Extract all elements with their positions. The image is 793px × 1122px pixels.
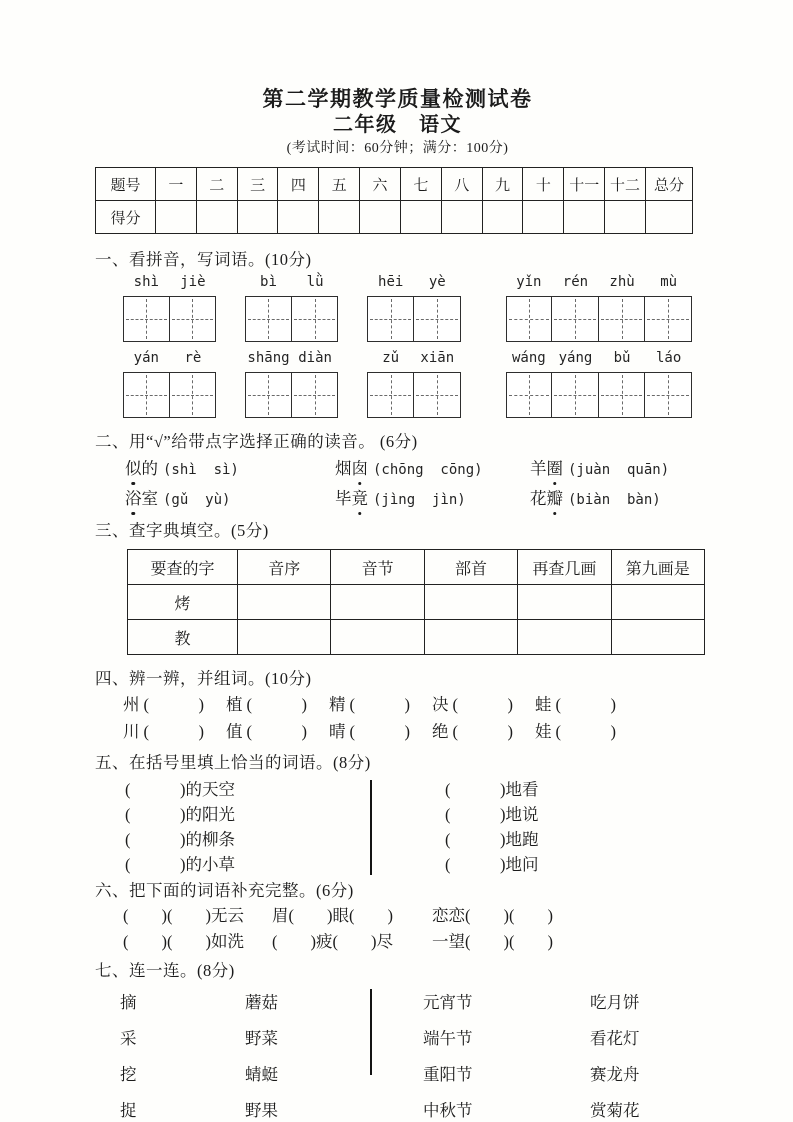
fill-words-row [95,852,700,877]
dictionary-table [127,549,705,655]
pinyin-syllable: rén [562,274,589,290]
dict-table-header-row [128,550,705,585]
word-pair-item: 决 ( ) [432,695,513,714]
idiom-item: ( )( )无云 [123,906,244,925]
fill-item: ( )地说 [445,805,539,824]
score-cell [482,201,523,234]
answer-blank: ( ) [445,780,506,799]
word-pair-row [95,718,700,745]
dict-table-row [128,620,705,655]
answer-cell [518,620,611,655]
pronunciation-item: 烟囱 (chōng cōng) [335,456,530,483]
word-pair-item: 精 ( ) [329,695,410,714]
pinyin-syllable: bǔ [613,350,631,366]
idiom-item: ( )疲( )尽 [272,932,393,951]
pinyin-group [506,350,692,418]
writing-cell [123,372,170,418]
matching-row [95,985,700,1021]
answer-cell [331,585,424,620]
idiom-item: 一望( )( ) [432,932,553,951]
column-divider-line [370,780,372,875]
match-activity: 吃月饼 [590,993,640,1012]
page-subtitle: 二年级 语文 [333,114,462,136]
word-pair-item: 晴 ( ) [329,722,410,741]
dict-header: 第九画是 [611,550,704,585]
score-col-label: 六 [360,168,401,201]
fill-words-row [95,777,700,802]
dotted-char: 竟 [352,486,369,511]
writing-cell [552,296,599,342]
score-cell [156,201,197,234]
fill-item: ( )地问 [445,855,539,874]
score-cell [278,201,319,234]
pronunciation-item: 似的 (shì sì) [125,456,335,483]
answer-blank: ( ) [349,722,410,741]
section-7-heading: 七、连一连。(8分) [95,961,235,980]
pinyin-group [367,274,460,342]
score-cell [441,201,482,234]
section-3-heading: 三、查字典填空。(5分) [95,521,269,540]
writing-cell [645,296,692,342]
dict-char: 烤 [128,585,238,620]
word-pair-item: 州 ( ) [123,695,204,714]
fill-item: ( )地看 [445,780,539,799]
answer-cell [424,620,517,655]
section-4-heading: 四、辨一辨，并组词。(10分) [95,669,312,688]
score-cell [523,201,564,234]
fill-item: ( )的阳光 [125,805,235,824]
dict-header: 再查几画 [518,550,611,585]
dotted-char: 瓣 [547,486,564,511]
match-activity: 赛龙舟 [590,1065,640,1084]
writing-cell [123,296,170,342]
section-6-heading: 六、把下面的词语补充完整。(6分) [95,881,354,900]
fill-words-row [95,802,700,827]
section-5-heading: 五、在括号里填上恰当的词语。(8分) [95,753,371,772]
answer-cell [518,585,611,620]
score-col-label: 十二 [605,168,646,201]
writing-cell [245,296,292,342]
answer-blank: ( ) [452,695,513,714]
writing-cell [245,372,292,418]
writing-cell [506,372,553,418]
fill-item: ( )的天空 [125,780,235,799]
pinyin-grid-row-1 [123,274,700,342]
score-col-label: 十一 [564,168,605,201]
match-verb: 采 [120,1029,137,1048]
answer-blank: ( ) [143,722,204,741]
match-verb: 挖 [120,1065,137,1084]
reading-options: (juàn quān) [568,462,670,478]
score-table-corner: 题号 [96,168,156,201]
answer-blank: ( ) [445,805,506,824]
reading-options: (biàn bàn) [568,492,661,508]
word-pair-item: 娃 ( ) [535,722,616,741]
score-table [95,167,693,234]
writing-cell [599,296,646,342]
word-pair-row [95,691,700,718]
pinyin-syllable: hēi [378,274,404,290]
matching-row [95,1057,700,1093]
dict-header: 音序 [238,550,331,585]
pinyin-group [506,274,692,342]
score-col-label: 三 [237,168,278,201]
writing-cell [170,372,217,418]
dict-header: 要查的字 [128,550,238,585]
section-2-items [95,456,700,513]
dotted-char: 似 [125,456,142,481]
writing-cell [552,372,599,418]
pronunciation-item: 毕竟 (jìng jìn) [335,486,530,513]
pinyin-syllable: yè [428,274,446,290]
dotted-char: 圈 [547,456,564,481]
pronunciation-item: 羊圈 (juàn quān) [530,456,700,483]
answer-blank: ( ) [125,780,186,799]
word-pair-item: 植 ( ) [226,695,307,714]
answer-blank: ( ) [555,695,616,714]
word-pair-item: 川 ( ) [123,722,204,741]
fill-item: ( )地跑 [445,830,539,849]
writing-cell [292,372,339,418]
word-pair-item: 绝 ( ) [432,722,513,741]
pinyin-syllable: wáng [512,350,546,366]
matching-row [95,1093,700,1122]
match-noun: 野菜 [245,1029,278,1048]
fill-words-block [95,777,700,877]
exam-info: (考试时间：60分钟；满分：100分) [286,141,509,156]
pinyin-syllable: diàn [298,350,332,366]
idiom-row [95,903,700,929]
dict-header: 音节 [331,550,424,585]
answer-cell [424,585,517,620]
answer-blank: ( ) [246,695,307,714]
fill-item: ( )的柳条 [125,830,235,849]
match-verb: 摘 [120,993,137,1012]
answer-cell [611,620,704,655]
pinyin-syllable: shāng [247,350,290,366]
reading-options: (shì sì) [163,462,239,478]
match-noun: 蘑菇 [245,993,278,1012]
pinyin-syllable: yǐn [516,274,542,290]
score-col-label: 二 [196,168,237,201]
pinyin-syllable: zǔ [382,350,400,366]
writing-cell [414,372,461,418]
answer-blank: ( ) [445,830,506,849]
match-activity: 看花灯 [590,1029,640,1048]
pinyin-syllable: láo [655,350,682,366]
idiom-row [95,929,700,955]
score-cell [605,201,646,234]
page-title: 第二学期教学质量检测试卷 [262,87,533,111]
score-cell [319,201,360,234]
score-col-label: 四 [278,168,319,201]
score-cell [196,201,237,234]
idiom-item: 眉( )眼( ) [272,906,393,925]
score-col-label: 八 [441,168,482,201]
pinyin-syllable: yáng [558,350,593,366]
match-festival: 端午节 [423,1029,473,1048]
pinyin-group [367,350,460,418]
writing-cell [292,296,339,342]
pinyin-syllable: bì [260,274,277,290]
pinyin-group [245,350,338,418]
pinyin-syllable: shì [133,274,159,290]
answer-blank: ( ) [246,722,307,741]
reading-options: (chōng cōng) [373,462,483,478]
match-festival: 重阳节 [423,1065,473,1084]
matching-block [95,985,700,1122]
answer-blank: ( ) [125,855,186,874]
pronunciation-item: 浴室 (gǔ yù) [125,486,335,513]
writing-cell [506,296,553,342]
idiom-item: ( )( )如洗 [123,932,244,951]
answer-blank: ( ) [452,722,513,741]
answer-cell [238,585,331,620]
word-pair-item: 蛙 ( ) [535,695,616,714]
answer-blank: ( ) [555,722,616,741]
score-cell [400,201,441,234]
dotted-char: 囱 [352,456,369,481]
match-noun: 野果 [245,1101,278,1120]
answer-blank: ( ) [349,695,410,714]
score-row-label: 得分 [96,201,156,234]
matching-row [95,1021,700,1057]
match-activity: 赏菊花 [590,1101,640,1120]
pronunciation-item: 花瓣 (biàn bàn) [530,486,700,513]
reading-options: (jìng jìn) [373,492,466,508]
score-cell [646,201,693,234]
pinyin-group [245,274,338,342]
section-1-heading: 一、看拼音，写词语。(10分) [95,250,312,269]
writing-cell [170,296,217,342]
pinyin-group [123,274,216,342]
word-pair-item: 值 ( ) [226,722,307,741]
dict-table-row [128,585,705,620]
fill-item: ( )的小草 [125,855,235,874]
score-cell [360,201,401,234]
pinyin-syllable: yán [133,350,159,366]
answer-cell [331,620,424,655]
score-col-label: 五 [319,168,360,201]
reading-options: (gǔ yù) [163,492,231,508]
column-divider-line [370,989,372,1075]
pinyin-syllable: xiān [420,350,455,366]
pinyin-syllable: rè [184,350,202,366]
score-col-label: 十 [523,168,564,201]
writing-cell [367,372,414,418]
dict-header: 部首 [424,550,517,585]
score-col-label: 总分 [646,168,693,201]
pinyin-syllable: zhù [609,274,635,290]
pinyin-group [123,350,216,418]
idiom-item: 恋恋( )( ) [432,906,553,925]
score-table-score-row [96,201,693,234]
section-2-heading: 二、用“√”给带点字选择正确的读音。 (6分) [95,432,418,451]
match-festival: 中秋节 [423,1101,473,1120]
match-noun: 蜻蜓 [245,1065,278,1084]
fill-words-row [95,827,700,852]
match-festival: 元宵节 [423,993,473,1012]
match-verb: 捉 [120,1101,137,1120]
pinyin-syllable: jiè [180,274,206,290]
score-cell [564,201,605,234]
answer-blank: ( ) [125,830,186,849]
dict-char: 教 [128,620,238,655]
answer-cell [611,585,704,620]
score-cell [237,201,278,234]
writing-cell [367,296,414,342]
answer-blank: ( ) [143,695,204,714]
answer-cell [238,620,331,655]
score-col-label: 九 [482,168,523,201]
pinyin-syllable: lǜ [306,274,324,290]
writing-cell [414,296,461,342]
answer-blank: ( ) [125,805,186,824]
writing-cell [645,372,692,418]
pinyin-syllable: mù [660,274,678,290]
pinyin-grid-row-2 [123,350,700,418]
dotted-char: 浴 [125,486,142,511]
answer-blank: ( ) [445,855,506,874]
score-col-label: 七 [400,168,441,201]
score-table-header-row [96,168,693,201]
score-col-label: 一 [156,168,197,201]
writing-cell [599,372,646,418]
